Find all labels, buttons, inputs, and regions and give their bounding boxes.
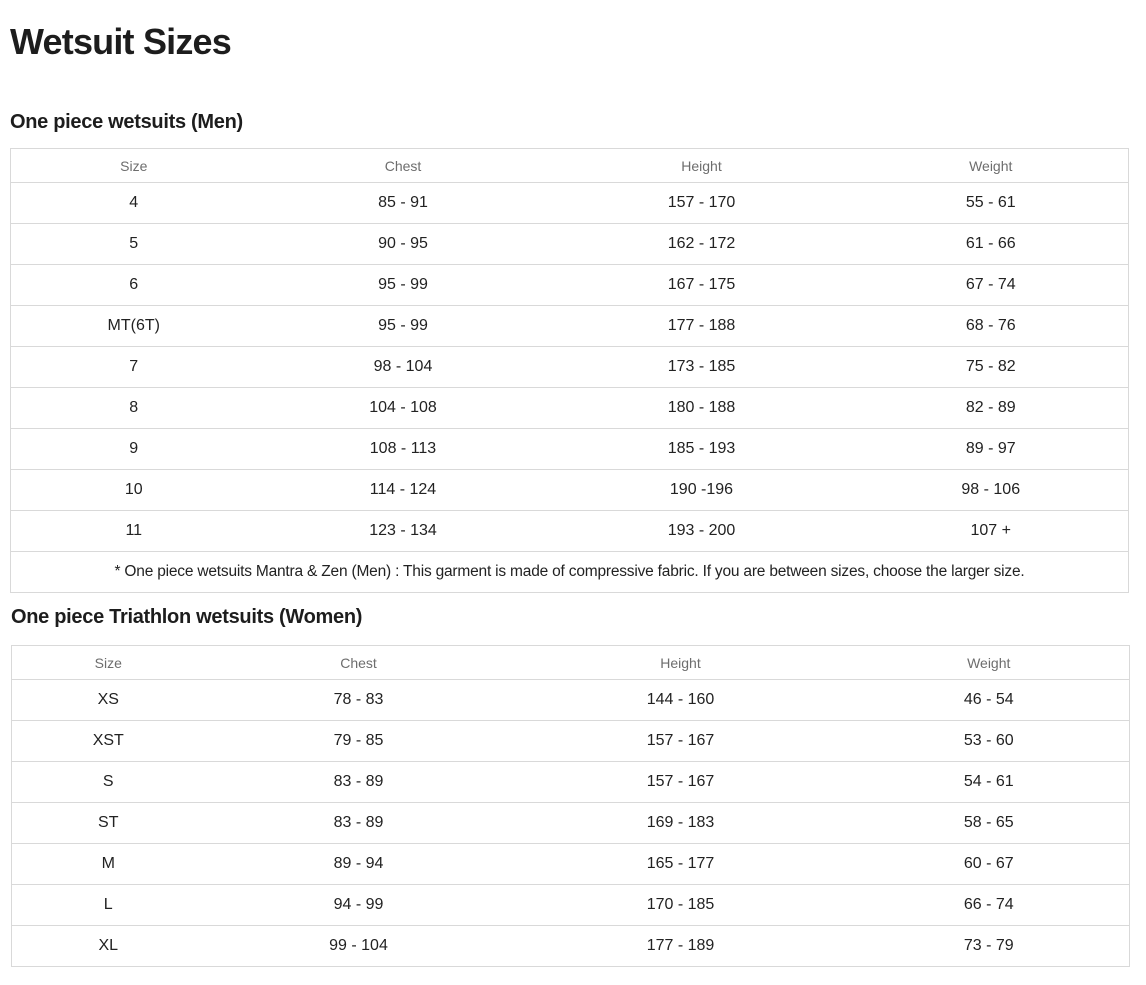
size-cell: L xyxy=(12,885,205,926)
table-row xyxy=(11,265,1129,306)
chest-cell: 95 - 99 xyxy=(257,265,550,306)
table-row xyxy=(12,803,1130,844)
table-row xyxy=(12,926,1130,967)
height-column-header: Height xyxy=(513,646,849,680)
chest-cell: 83 - 89 xyxy=(205,762,513,803)
table-row xyxy=(11,511,1129,552)
weight-cell: 75 - 82 xyxy=(854,347,1129,388)
chest-cell: 104 - 108 xyxy=(257,388,550,429)
table-row xyxy=(12,721,1130,762)
height-cell: 144 - 160 xyxy=(513,680,849,721)
chest-cell: 79 - 85 xyxy=(205,721,513,762)
size-column-header: Size xyxy=(11,149,257,183)
table-row xyxy=(11,306,1129,347)
chest-cell: 114 - 124 xyxy=(257,470,550,511)
weight-cell: 61 - 66 xyxy=(854,224,1129,265)
chest-cell: 108 - 113 xyxy=(257,429,550,470)
table-row xyxy=(12,762,1130,803)
table-row xyxy=(11,183,1129,224)
table-note: * One piece wetsuits Mantra & Zen (Men) : This garment is made of compressive fabric. If you are between sizes, choose the larger size. xyxy=(11,552,1129,593)
men-section-title: One piece wetsuits (Men) xyxy=(10,111,243,133)
weight-cell: 60 - 67 xyxy=(849,844,1130,885)
height-cell: 169 - 183 xyxy=(513,803,849,844)
table-row xyxy=(11,347,1129,388)
men-size-table xyxy=(10,148,1129,593)
height-cell: 162 - 172 xyxy=(550,224,854,265)
women-size-table xyxy=(11,645,1130,967)
chest-cell: 123 - 134 xyxy=(257,511,550,552)
size-cell: ST xyxy=(12,803,205,844)
weight-cell: 55 - 61 xyxy=(854,183,1129,224)
size-column-header: Size xyxy=(12,646,205,680)
size-cell: 8 xyxy=(11,388,257,429)
chest-cell: 99 - 104 xyxy=(205,926,513,967)
height-cell: 157 - 167 xyxy=(513,721,849,762)
height-cell: 180 - 188 xyxy=(550,388,854,429)
height-cell: 185 - 193 xyxy=(550,429,854,470)
size-cell: 5 xyxy=(11,224,257,265)
chest-cell: 85 - 91 xyxy=(257,183,550,224)
weight-column-header: Weight xyxy=(854,149,1129,183)
page-title: Wetsuit Sizes xyxy=(10,21,231,62)
weight-column-header: Weight xyxy=(849,646,1130,680)
chest-column-header: Chest xyxy=(205,646,513,680)
weight-cell: 107 + xyxy=(854,511,1129,552)
height-cell: 165 - 177 xyxy=(513,844,849,885)
height-cell: 190 -196 xyxy=(550,470,854,511)
women-section-title: One piece Triathlon wetsuits (Women) xyxy=(11,606,363,628)
height-cell: 193 - 200 xyxy=(550,511,854,552)
chest-cell: 78 - 83 xyxy=(205,680,513,721)
weight-cell: 46 - 54 xyxy=(849,680,1130,721)
weight-cell: 58 - 65 xyxy=(849,803,1130,844)
table-row xyxy=(11,388,1129,429)
height-cell: 173 - 185 xyxy=(550,347,854,388)
size-cell: 10 xyxy=(11,470,257,511)
chest-cell: 89 - 94 xyxy=(205,844,513,885)
weight-cell: 68 - 76 xyxy=(854,306,1129,347)
table-row xyxy=(11,429,1129,470)
height-cell: 157 - 170 xyxy=(550,183,854,224)
weight-cell: 82 - 89 xyxy=(854,388,1129,429)
table-row xyxy=(12,844,1130,885)
size-cell: M xyxy=(12,844,205,885)
weight-cell: 89 - 97 xyxy=(854,429,1129,470)
weight-cell: 66 - 74 xyxy=(849,885,1130,926)
table-row xyxy=(11,224,1129,265)
size-cell: XL xyxy=(12,926,205,967)
chest-cell: 83 - 89 xyxy=(205,803,513,844)
size-cell: 11 xyxy=(11,511,257,552)
table-header-row xyxy=(11,149,1129,183)
table-row xyxy=(11,470,1129,511)
height-cell: 177 - 188 xyxy=(550,306,854,347)
chest-cell: 95 - 99 xyxy=(257,306,550,347)
height-cell: 170 - 185 xyxy=(513,885,849,926)
weight-cell: 54 - 61 xyxy=(849,762,1130,803)
size-cell: MT(6T) xyxy=(11,306,257,347)
chest-column-header: Chest xyxy=(257,149,550,183)
table-header-row xyxy=(12,646,1130,680)
chest-cell: 94 - 99 xyxy=(205,885,513,926)
height-cell: 167 - 175 xyxy=(550,265,854,306)
height-column-header: Height xyxy=(550,149,854,183)
size-cell: XST xyxy=(12,721,205,762)
weight-cell: 98 - 106 xyxy=(854,470,1129,511)
size-cell: S xyxy=(12,762,205,803)
weight-cell: 73 - 79 xyxy=(849,926,1130,967)
chest-cell: 90 - 95 xyxy=(257,224,550,265)
size-cell: 6 xyxy=(11,265,257,306)
height-cell: 177 - 189 xyxy=(513,926,849,967)
size-cell: 9 xyxy=(11,429,257,470)
size-cell: XS xyxy=(12,680,205,721)
size-cell: 4 xyxy=(11,183,257,224)
height-cell: 157 - 167 xyxy=(513,762,849,803)
weight-cell: 67 - 74 xyxy=(854,265,1129,306)
table-row xyxy=(12,885,1130,926)
weight-cell: 53 - 60 xyxy=(849,721,1130,762)
chest-cell: 98 - 104 xyxy=(257,347,550,388)
table-note-row xyxy=(11,552,1129,593)
size-cell: 7 xyxy=(11,347,257,388)
table-row xyxy=(12,680,1130,721)
